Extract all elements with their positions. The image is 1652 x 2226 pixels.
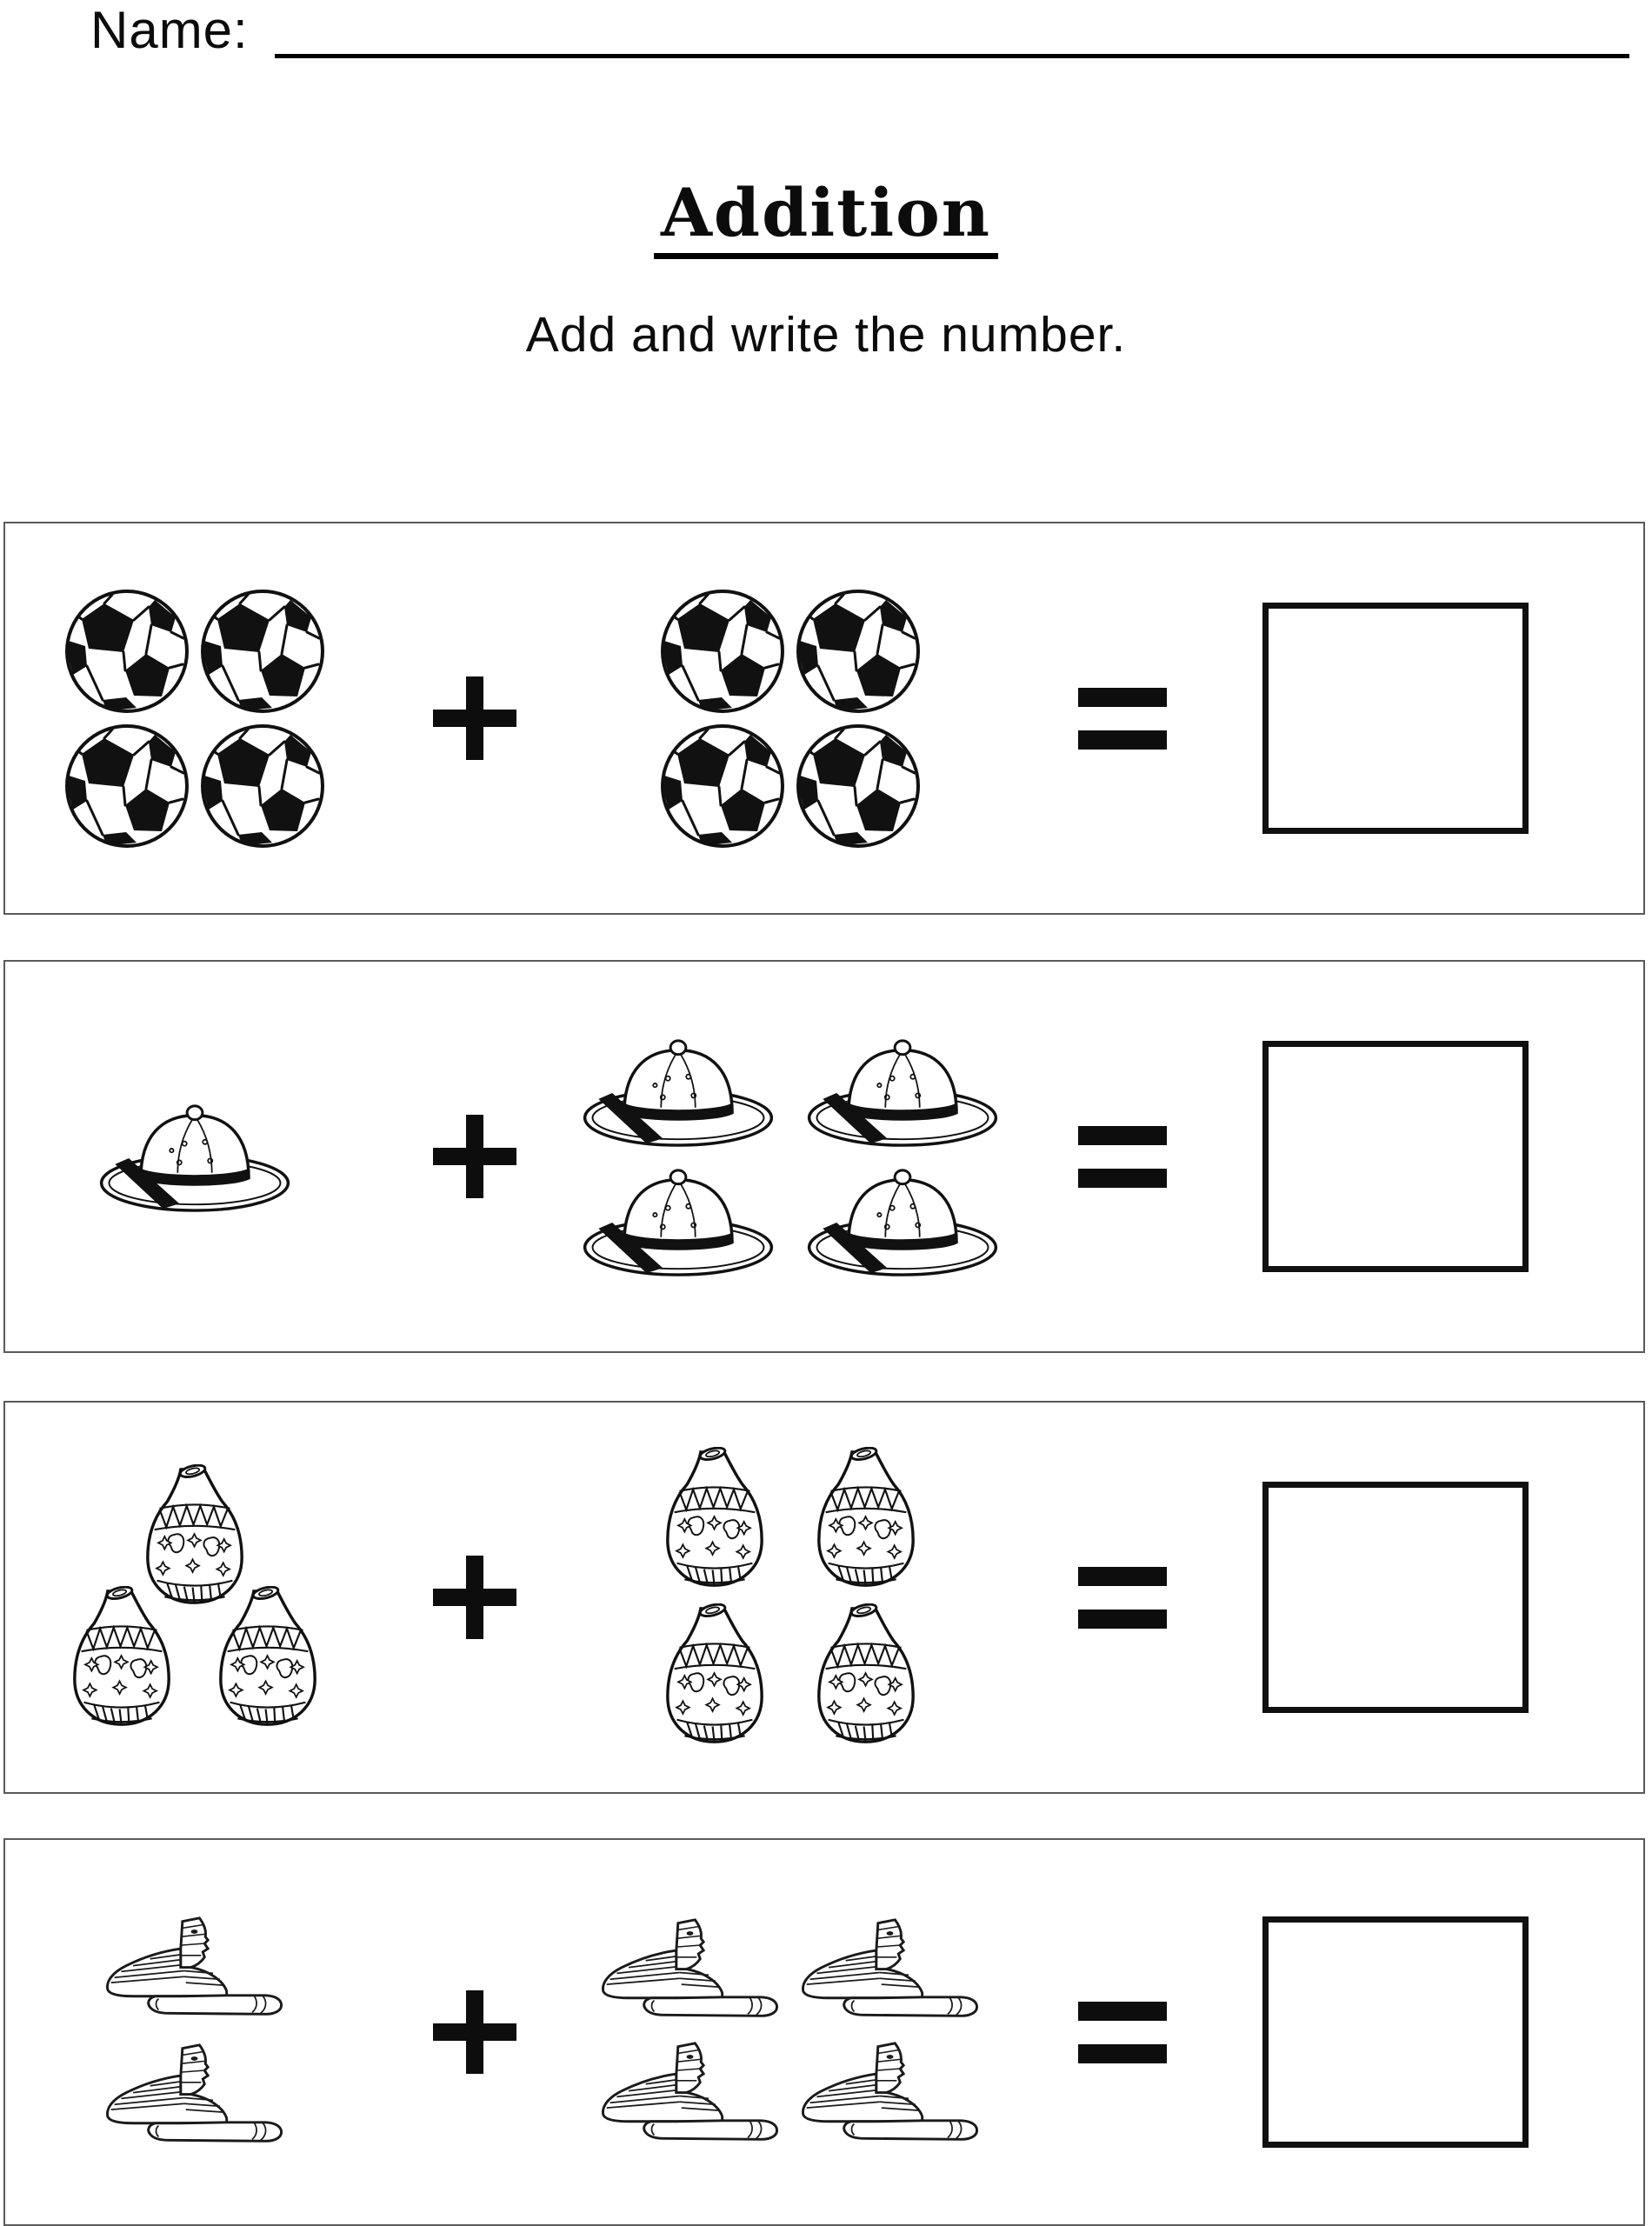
safari-hat-icon bbox=[96, 1099, 294, 1215]
sphinx-icon bbox=[99, 1911, 290, 2026]
soccer-ball-icon bbox=[197, 721, 328, 851]
gourd-icon bbox=[662, 1447, 768, 1591]
safari-hat-icon bbox=[579, 1163, 777, 1279]
plus-operator bbox=[433, 1990, 516, 2074]
soccer-ball-icon bbox=[62, 586, 192, 716]
soccer-ball-icon bbox=[62, 721, 192, 851]
safari-hat-icon bbox=[579, 1163, 777, 1279]
gourd-icon bbox=[813, 1447, 919, 1591]
name-write-line[interactable] bbox=[275, 9, 1629, 58]
soccer-ball-icon bbox=[197, 586, 328, 716]
answer-box[interactable] bbox=[1262, 1041, 1529, 1272]
safari-hat-icon bbox=[96, 1099, 294, 1215]
soccer-ball-icon bbox=[657, 586, 788, 716]
problem-row-2 bbox=[3, 960, 1645, 1353]
sphinx-icon bbox=[795, 1913, 986, 2028]
sphinx-icon bbox=[99, 1911, 290, 2026]
safari-hat-icon bbox=[803, 1163, 1002, 1279]
equals-operator bbox=[1078, 688, 1167, 750]
left-item-group bbox=[63, 1464, 326, 1730]
problem-row-3 bbox=[3, 1401, 1645, 1794]
plus-operator bbox=[433, 1115, 516, 1198]
soccer-ball-icon bbox=[657, 721, 788, 851]
gourd-icon bbox=[813, 1603, 919, 1748]
equals-operator bbox=[1078, 1126, 1167, 1188]
answer-box[interactable] bbox=[1262, 603, 1529, 834]
gourd-icon bbox=[813, 1603, 919, 1748]
soccer-ball-icon bbox=[657, 721, 788, 851]
sphinx-icon bbox=[595, 2036, 786, 2151]
soccer-ball-icon bbox=[62, 586, 192, 716]
sphinx-icon bbox=[99, 2038, 290, 2153]
soccer-ball-icon bbox=[793, 721, 923, 851]
safari-hat-icon bbox=[803, 1163, 1002, 1279]
sphinx-icon bbox=[595, 1913, 786, 2028]
soccer-ball-icon bbox=[197, 586, 328, 716]
plus-operator bbox=[433, 1556, 516, 1639]
gourd-icon bbox=[662, 1603, 768, 1748]
gourd-icon bbox=[215, 1586, 321, 1730]
soccer-ball-icon bbox=[197, 721, 328, 851]
left-item-group bbox=[99, 1911, 290, 2153]
sphinx-icon bbox=[795, 2036, 986, 2151]
right-item-group bbox=[662, 1447, 919, 1748]
page-title-wrap bbox=[0, 174, 1652, 251]
gourd-icon bbox=[69, 1586, 175, 1730]
answer-box[interactable] bbox=[1262, 1482, 1529, 1713]
gourd-icon bbox=[813, 1447, 919, 1591]
problem-row-4 bbox=[3, 1838, 1645, 2226]
left-item-group bbox=[96, 1099, 294, 1215]
soccer-ball-icon bbox=[62, 721, 192, 851]
right-item-group bbox=[595, 1913, 986, 2151]
sphinx-icon bbox=[99, 2038, 290, 2153]
sphinx-icon bbox=[595, 1913, 786, 2028]
soccer-ball-icon bbox=[657, 586, 788, 716]
right-item-group bbox=[657, 586, 923, 851]
equals-operator bbox=[1078, 2002, 1167, 2063]
gourd-icon bbox=[69, 1586, 175, 1730]
sphinx-icon bbox=[795, 1913, 986, 2028]
sphinx-icon bbox=[795, 2036, 986, 2151]
problem-row-1 bbox=[3, 522, 1645, 915]
instructions-text: Add and write the number. bbox=[525, 307, 1127, 363]
left-item-group bbox=[62, 586, 328, 851]
soccer-ball-icon bbox=[793, 721, 923, 851]
safari-hat-icon bbox=[803, 1034, 1002, 1150]
sphinx-icon bbox=[595, 2036, 786, 2151]
equals-operator bbox=[1078, 1567, 1167, 1629]
safari-hat-icon bbox=[579, 1034, 777, 1150]
plus-operator bbox=[433, 676, 516, 760]
gourd-icon bbox=[662, 1447, 768, 1591]
name-label: Name: bbox=[90, 1, 249, 59]
soccer-ball-icon bbox=[793, 586, 923, 716]
answer-box[interactable] bbox=[1262, 1916, 1529, 2148]
safari-hat-icon bbox=[803, 1034, 1002, 1150]
gourd-icon bbox=[662, 1603, 768, 1748]
safari-hat-icon bbox=[579, 1034, 777, 1150]
right-item-group bbox=[579, 1034, 1002, 1279]
page-title: Addition bbox=[654, 174, 998, 259]
gourd-icon bbox=[215, 1586, 321, 1730]
soccer-ball-icon bbox=[793, 586, 923, 716]
